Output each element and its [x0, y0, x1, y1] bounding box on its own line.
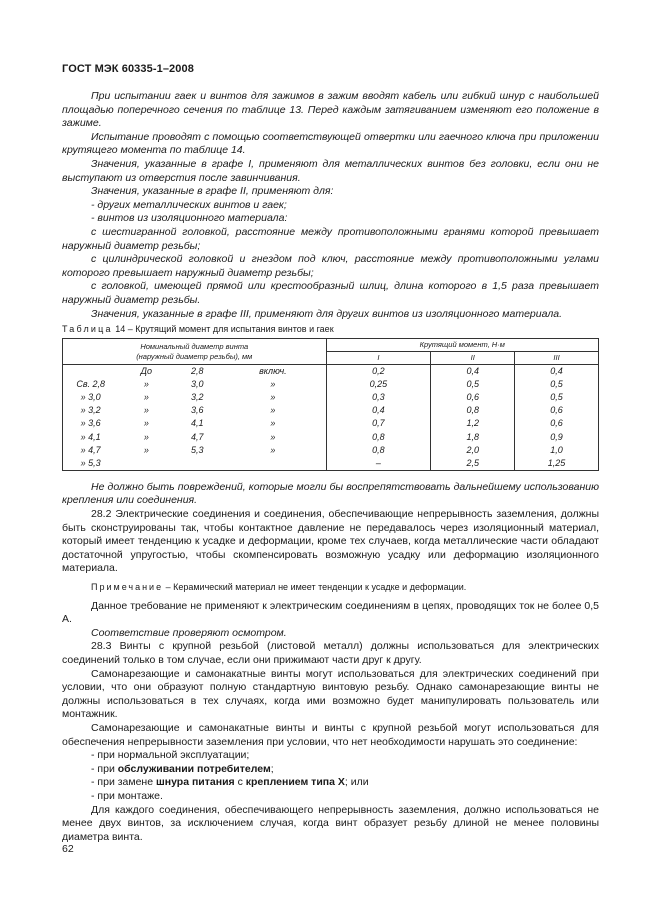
paragraph: Самонарезающие и самонакатные винты могут использоваться для электрических соединений при условии, что они образуют полную стандартную винтовую резьбу. Однако самонарезающие винты не должны использоваться в тех случаях, когда ими возможно будет манипулировать пользователь или монтажник. [62, 667, 599, 721]
paragraph: Значения, указанные в графе III, применяют для других винтов из изоляционного материала. [91, 307, 563, 320]
table-cell [220, 457, 326, 471]
table-cell: 1,0 [515, 444, 599, 457]
table-cell: 0,4 [431, 365, 515, 379]
table-cell: 3,6 [190, 405, 204, 416]
table-cell: 1,25 [515, 457, 599, 471]
table-cell: – [326, 457, 431, 471]
table-row [63, 378, 599, 391]
paragraph: Испытание проводят с помощью соответствующей отвертки или гаечного ключа при приложении крутящего момента по таблице 14. [62, 130, 599, 157]
paragraph: с цилиндрической головкой и гнездом под ключ, расстояние между противоположными углами которого превышает наружный диаметр резьбы; [62, 253, 599, 279]
table-cell: Св. 2,8 [63, 378, 119, 391]
table-cell [174, 457, 220, 471]
table-cell: 4,1 [190, 418, 204, 429]
table-cell: » [220, 417, 326, 430]
table-cell: включ. [220, 365, 326, 379]
table-cell: » [143, 431, 149, 442]
table-cell: 0,6 [515, 417, 599, 430]
table-cell: 0,8 [431, 404, 515, 417]
paragraph: Не должно быть повреждений, которые могли бы воспрепятствовать дальнейшему использованию крепления или соединения. [62, 480, 599, 507]
list-text: - при замене [91, 776, 156, 789]
table-cell: » 5,3 [63, 457, 119, 471]
paragraph: 28.2 Электрические соединения и соединения, обеспечивающие непрерывность заземления, должны быть сконструированы так, чтобы контактное давление не передавалось через изоляционный материал, который имеет тенденцию к усадке и деформации, кроме тех случаев, когда металлические части обладают достаточной упругостью, чтобы скомпенсировать возможную усадку или деформацию изоляционного материала. [62, 508, 599, 575]
paragraph: При испытании гаек и винтов для зажимов в зажим вводят кабель или гибкий шнур с наибольшей площадью поперечного сечения по таблице 13. Перед каждым затягиванием изменяют его положение в зажиме. [62, 90, 599, 130]
list-text-bold: обслуживании потребителем [117, 762, 271, 775]
table-row [63, 365, 599, 379]
table-row [63, 404, 599, 417]
table-cell: 0,8 [326, 431, 431, 444]
table-cell: » [143, 444, 149, 455]
paragraph: Соответствие проверяют осмотром. [91, 626, 287, 639]
list-item [62, 776, 599, 790]
table-cell: 1,8 [431, 431, 515, 444]
table-cell: » 4,7 [63, 444, 119, 457]
note-text: – Керамический материал не имеет тенденции к усадке и деформации. [165, 582, 467, 592]
paragraph: Данное требование не применяют к электрическим соединениям в цепях, проводящих ток не более 0,5 А. [62, 599, 599, 626]
table-cell: 0,7 [326, 417, 431, 430]
table-cell: » [143, 379, 149, 390]
table-cell: 1,2 [431, 417, 515, 430]
table-caption-text: – Крутящий момент для испытания винтов и гаек [127, 324, 334, 335]
table-row [63, 391, 599, 404]
page-number: 62 [62, 843, 74, 855]
list-text: ; [270, 762, 274, 775]
table-cell: 0,2 [326, 365, 431, 379]
table-row [63, 457, 599, 471]
list-text: с [234, 776, 246, 789]
table-cell: 2,5 [431, 457, 515, 471]
table-cell: 0,8 [326, 444, 431, 457]
table-caption [62, 323, 599, 336]
table-cell: 0,6 [431, 391, 515, 404]
paragraph: Значения, указанные в графе II, применяют для: [91, 185, 334, 198]
table-cell: 0,6 [515, 404, 599, 417]
note-label: Примечание [91, 582, 164, 592]
table-cell: 0,5 [515, 391, 599, 404]
paragraph: Самонарезающие и самонакатные винты и винты с крупной резьбой могут использоваться для обеспечения непрерывности заземления при условии, что нет необходимости нарушать это соединение: [62, 721, 599, 748]
table-cell: 5,3 [190, 444, 204, 455]
document-header: ГОСТ МЭК 60335-1–2008 [62, 63, 194, 75]
table-cell: 0,4 [515, 365, 599, 379]
table-cell: » [220, 391, 326, 404]
list-item: - при монтаже. [91, 789, 163, 802]
table-cell: 0,9 [515, 431, 599, 444]
table-cell: 0,5 [431, 378, 515, 391]
table-cell: 3,0 [190, 379, 204, 390]
table-header-diameter: Номинальный диаметр винта (наружный диаметр резьбы), мм [63, 339, 327, 365]
table-cell: » 3,0 [63, 391, 119, 404]
paragraph: с головкой, имеющей прямой или крестообразный шлиц, длина которого в 1,5 раза превышает наружный диаметр резьбы. [62, 280, 599, 306]
table-cell: 2,0 [431, 444, 515, 457]
table-caption-number: 14 [115, 324, 126, 335]
table-cell: 0,5 [515, 378, 599, 391]
note [62, 581, 599, 595]
table-cell: » [143, 418, 149, 429]
table-header-col-2: II [431, 352, 515, 365]
table-cell [63, 365, 119, 379]
table-row [63, 444, 599, 457]
table-cell: » [143, 392, 149, 403]
table-cell: 0,3 [326, 391, 431, 404]
table-cell: 2,8 [190, 366, 204, 377]
table-header-col-3: III [515, 352, 599, 365]
list-text: - при [91, 762, 118, 775]
table-cell: » [143, 405, 149, 416]
paragraph: с шестигранной головкой, расстояние между противоположными гранями которой превышает наружный диаметр резьбы; [62, 225, 599, 252]
table-cell: » [220, 404, 326, 417]
document-body [62, 90, 599, 844]
table-cell: » 3,6 [63, 417, 119, 430]
table-cell: » [220, 444, 326, 457]
table-header-torque: Крутящий момент, Н·м [326, 339, 599, 352]
table-cell: » 4,1 [63, 431, 119, 444]
list-item: - при нормальной эксплуатации; [91, 749, 250, 762]
table-cell [118, 457, 174, 471]
list-text-bold: креплением типа Х [245, 776, 345, 789]
table-cell: 3,2 [190, 392, 204, 403]
list-item [62, 763, 599, 777]
table-cell: 0,25 [326, 378, 431, 391]
list-text-bold: шнура питания [156, 776, 235, 789]
table-cell: » [220, 431, 326, 444]
paragraph: 28.3 Винты с крупной резьбой (листовой металл) должны использоваться для электрических соединений только в том случае, если они прижимают части друг к другу. [62, 640, 599, 666]
table-cell: До [140, 366, 152, 377]
table-cell: 0,4 [326, 404, 431, 417]
paragraph: Для каждого соединения, обеспечивающего непрерывность заземления, должно использоваться не менее двух винтов, за исключением случая, когда винт образует резьбу длиной не менее половины диаметра винта. [62, 803, 599, 843]
table-row [63, 431, 599, 444]
table-cell: 4,7 [190, 431, 204, 442]
table-row [63, 417, 599, 430]
table-caption-label: Таблица [62, 324, 113, 335]
table-header-col-1: I [326, 352, 431, 365]
torque-table [62, 338, 599, 471]
list-item: - винтов из изоляционного материала: [91, 212, 288, 225]
table-cell: » [220, 378, 326, 391]
paragraph: Значения, указанные в графе I, применяют для металлических винтов без головки, если они не выступают из отверстия после завинчивания. [62, 157, 599, 184]
list-item: - других металлических винтов и гаек; [91, 198, 287, 211]
list-text: ; или [344, 776, 369, 789]
table-cell: » 3,2 [63, 404, 119, 417]
